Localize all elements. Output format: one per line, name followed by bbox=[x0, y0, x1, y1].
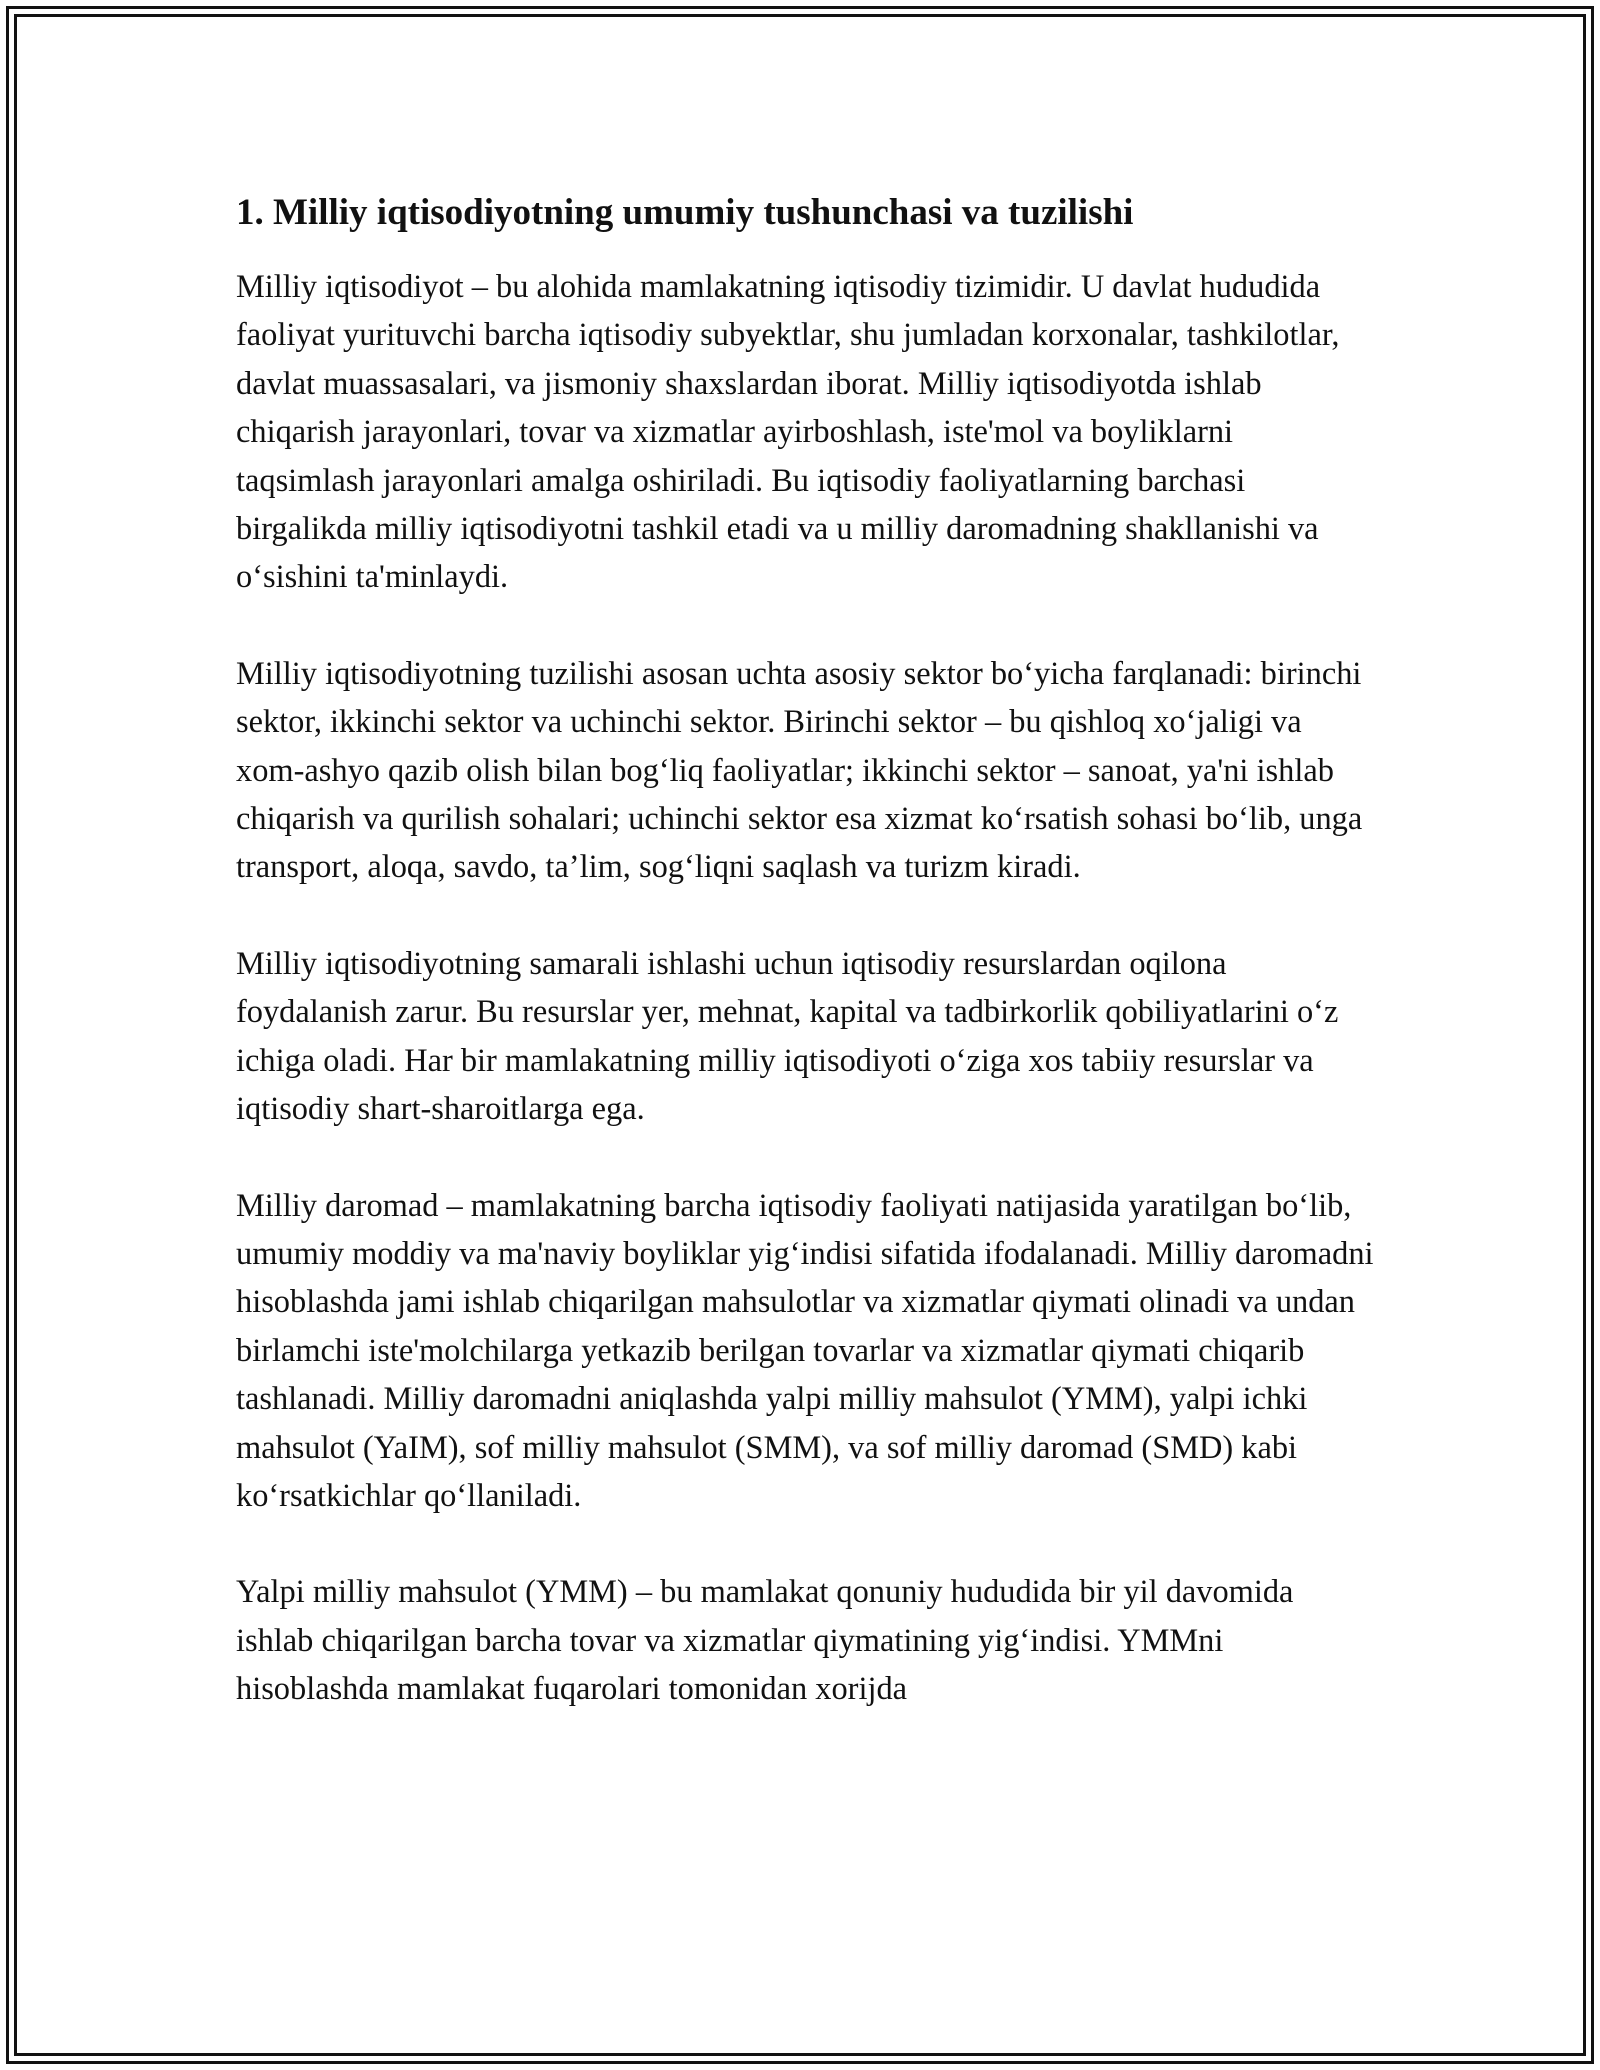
section-heading: 1. Milliy iqtisodiyotning umumiy tushunchasi va tuzilishi bbox=[236, 192, 1134, 233]
paragraph-gnp: Yalpi milliy mahsulot (YMM) – bu mamlakat qonuniy hududida bir yil davomida ishlab chiqarilgan barcha tovar va xizmatlar qiymatining yig‘indisi. YMMni hisoblashda mamlakat fuqarolari tomonidan xorijda bbox=[236, 1574, 1294, 1708]
document-body bbox=[236, 185, 1376, 1762]
paragraph-structure: Milliy iqtisodiyotning tuzilishi asosan uchta asosiy sektor bo‘yicha farqlanadi: birinchi sektor, ikkinchi sektor va uchinchi sektor. Birinchi sektor – bu qishloq xo‘jaligi va xom-ashyo qazib olish bilan bog‘liq faoliyatlar; ikkinchi sektor – sanoat, ya'ni ishlab chiqarish va qurilish sohalari; uchinchi sektor esa xizmat ko‘rsatish sohasi bo‘lib, unga transport, aloqa, savdo, ta’lim, sog‘liqni saqlash va turizm kiradi. bbox=[236, 655, 1363, 886]
paragraph-definition: Milliy iqtisodiyot – bu alohida mamlakatning iqtisodiy tizimidir. U davlat hududida faoliyat yurituvchi barcha iqtisodiy subyektlar, shu jumladan korxonalar, tashkilotlar, davlat muassasalari, va jismoniy shaxslardan iborat. Milliy iqtisodiyotda ishlab chiqarish jarayonlari, tovar va xizmatlar ayirboshlash, iste'mol va boyliklarni taqsimlash jarayonlari amalga oshiriladi. Bu iqtisodiy faoliyatlarning barchasi birgalikda milliy iqtisodiyotni tashkil etadi va u milliy daromadning shakllanishi va o‘sishini ta'minlaydi. bbox=[236, 269, 1340, 596]
paragraph-national-income: Milliy daromad – mamlakatning barcha iqtisodiy faoliyati natijasida yaratilgan bo‘lib, umumiy moddiy va ma'naviy boyliklar yig‘indisi sifatida ifodalanadi. Milliy daromadni hisoblashda jami ishlab chiqarilgan mahsulotlar va xizmatlar qiymati olinadi va undan birlamchi iste'molchilarga yetkazib berilgan tovarlar va xizmatlar qiymati chiqarib tashlanadi. Milliy daromadni aniqlashda yalpi milliy mahsulot (YMM), yalpi ichki mahsulot (YaIM), sof milliy mahsulot (SMM), va sof milliy daromad (SMD) kabi ko‘rsatkichlar qo‘llaniladi. bbox=[236, 1187, 1374, 1514]
paragraph-resources: Milliy iqtisodiyotning samarali ishlashi uchun iqtisodiy resurslardan oqilona foydalanish zarur. Bu resurslar yer, mehnat, kapital va tadbirkorlik qobiliyatlarini o‘z ichiga oladi. Har bir mamlakatning milliy iqtisodiyoti o‘ziga xos tabiiy resurslar va iqtisodiy shart-sharoitlarga ega. bbox=[236, 945, 1339, 1128]
